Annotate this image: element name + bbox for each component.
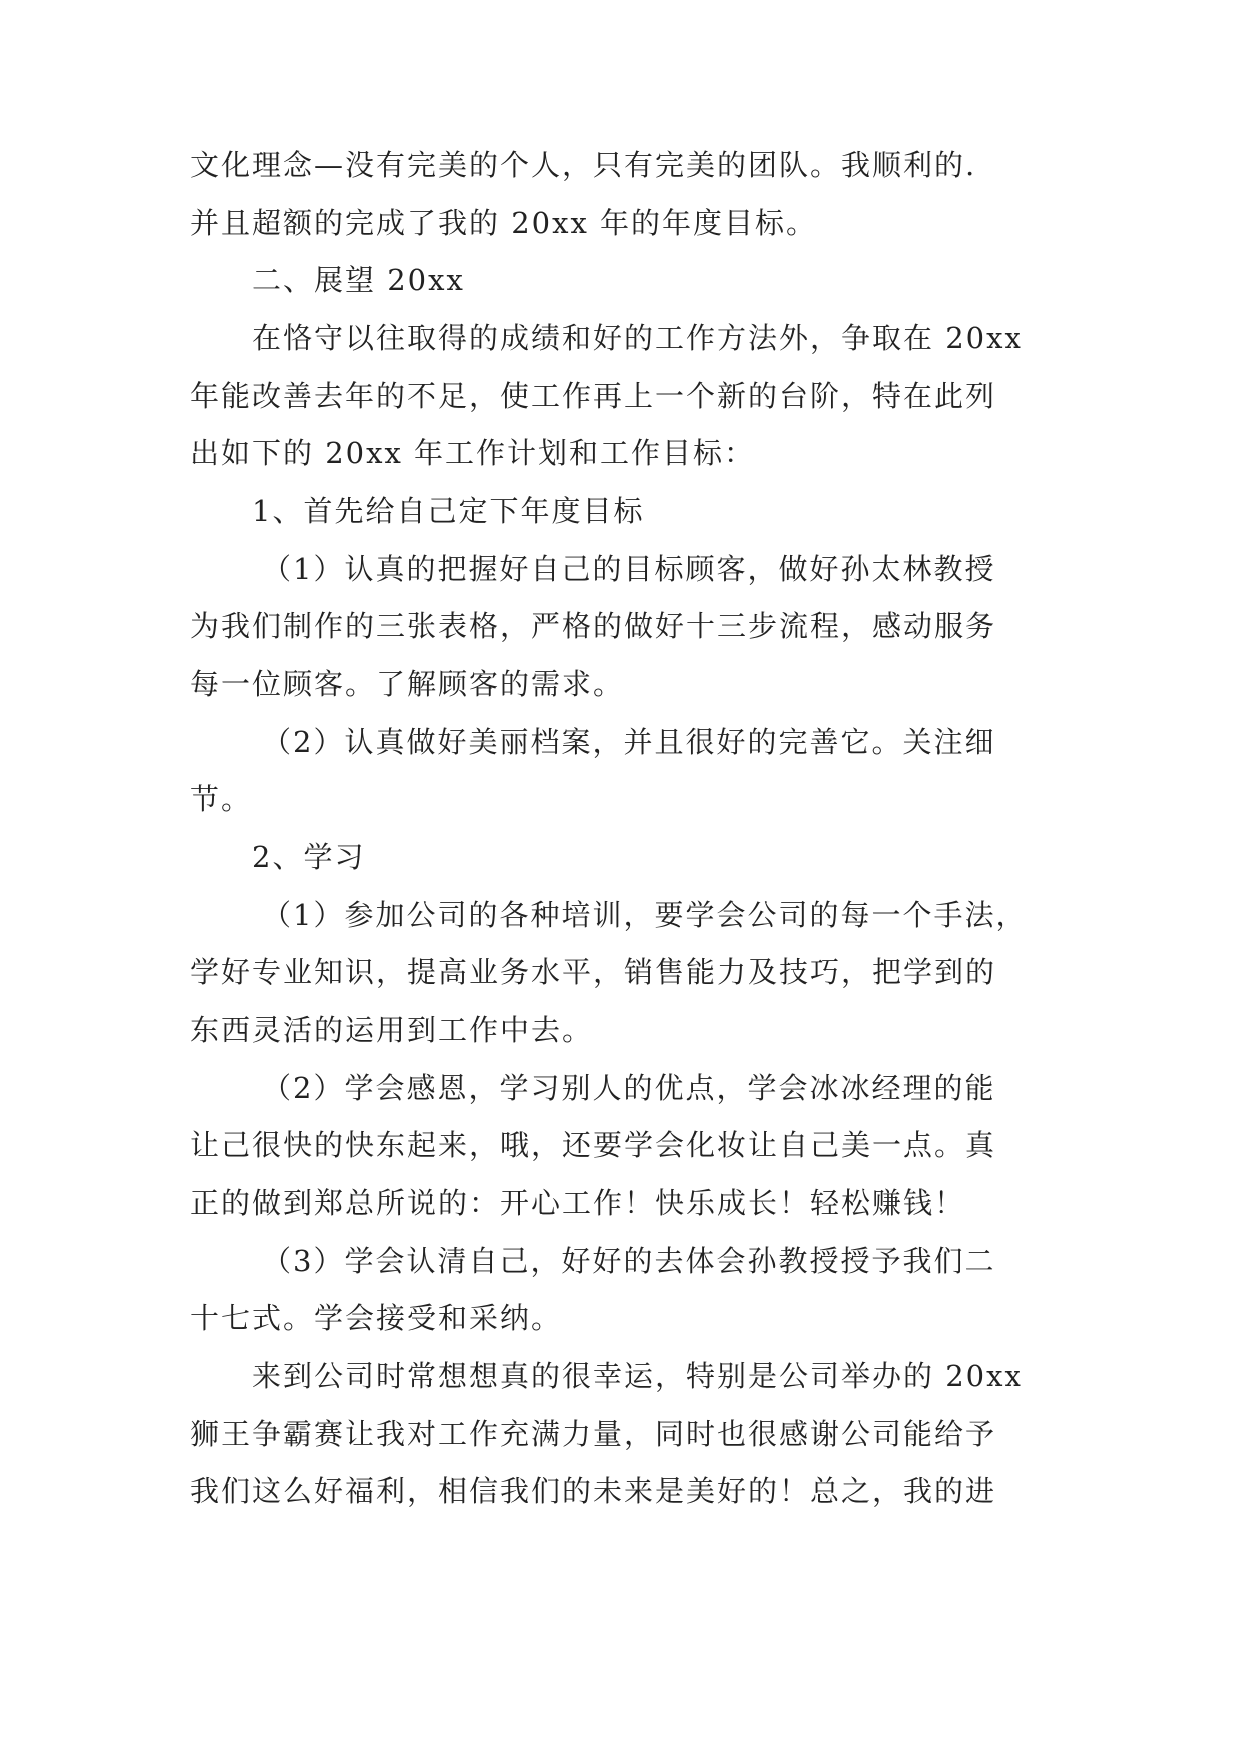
paragraph-line: 十七式。学会接受和采纳。 [190, 1301, 563, 1335]
subsection-heading: 1、首先给自己定下年度目标 [252, 494, 645, 528]
paragraph-line: 并且超额的完成了我的 20xx 年的年度目标。 [190, 206, 818, 240]
paragraph-line: 我们这么好福利，相信我们的未来是美好的！总之，我的进 [190, 1474, 997, 1508]
section-heading: 二、展望 20xx [252, 263, 465, 297]
paragraph-line: 狮王争霸赛让我对工作充满力量，同时也很感谢公司能给予 [190, 1417, 997, 1451]
paragraph-line: （1）认真的把握好自己的目标顾客，做好孙太林教授 [262, 552, 996, 586]
paragraph-line: 出如下的 20xx 年工作计划和工作目标： [190, 436, 756, 470]
paragraph-line: 每一位顾客。了解顾客的需求。 [190, 667, 625, 701]
paragraph-line: 文化理念—没有完美的个人，只有完美的团队。我顺利的. [190, 148, 977, 182]
paragraph-line: 正的做到郑总所说的：开心工作！快乐成长！轻松赚钱！ [190, 1186, 966, 1220]
paragraph-line: 让己很快的快东起来，哦，还要学会化妆让自己美一点。真 [190, 1128, 997, 1162]
paragraph-line: （2）学会感恩，学习别人的优点，学会冰冰经理的能 [262, 1071, 996, 1105]
paragraph-line: （2）认真做好美丽档案，并且很好的完善它。关注细 [262, 725, 996, 759]
paragraph-line: 节。 [190, 782, 253, 816]
paragraph-line: 年能改善去年的不足，使工作再上一个新的台阶，特在此列 [190, 379, 997, 413]
paragraph-line: 学好专业知识，提高业务水平，销售能力及技巧，把学到的 [190, 955, 997, 989]
paragraph-line: （3）学会认清自己，好好的去体会孙教授授予我们二 [262, 1244, 996, 1278]
subsection-heading: 2、学习 [252, 840, 366, 874]
paragraph-line: 东西灵活的运用到工作中去。 [190, 1013, 594, 1047]
paragraph-line: 为我们制作的三张表格，严格的做好十三步流程，感动服务 [190, 609, 997, 643]
paragraph-line: 在恪守以往取得的成绩和好的工作方法外，争取在 20xx [252, 321, 1023, 355]
paragraph-line: （1）参加公司的各种培训，要学会公司的每一个手法， [262, 898, 1027, 932]
paragraph-line: 来到公司时常想想真的很幸运，特别是公司举办的 20xx [252, 1359, 1023, 1393]
